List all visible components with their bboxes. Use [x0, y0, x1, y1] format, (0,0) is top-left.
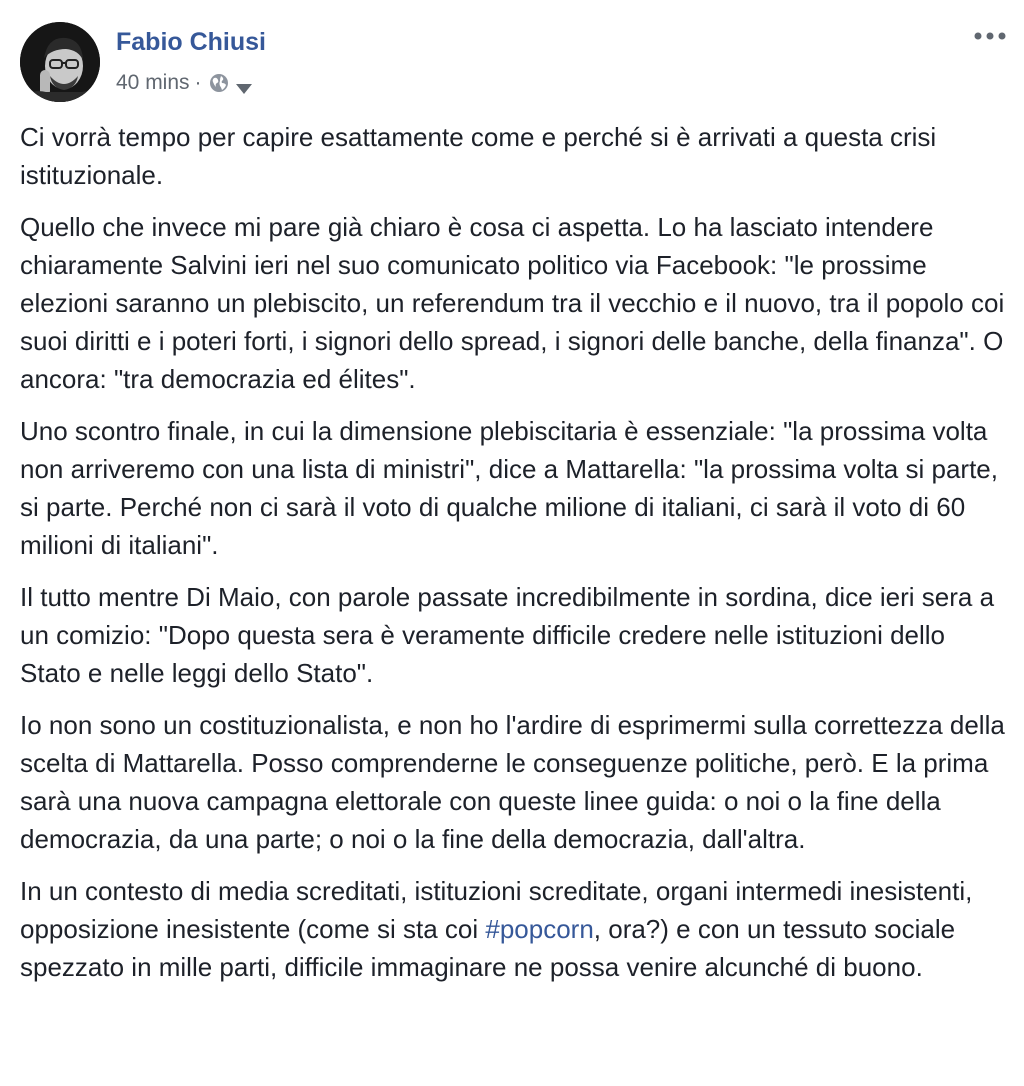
globe-icon[interactable] [209, 73, 229, 93]
post-paragraph: Il tutto mentre Di Maio, con parole passate incredibilmente in sordina, dice ieri sera a un comizio: "Dopo questa sera è veramente difficile credere nelle istituzioni dello Stato e nelle leggi dello Stato". [20, 582, 995, 688]
paragraph-text: , ora?) e con un tessuto sociale spezzato in mille parti, difficile immaginare ne possa venire alcunché di buono. [20, 914, 956, 982]
post-header [20, 22, 1010, 106]
timestamp[interactable]: 40 mins [116, 71, 190, 94]
meta-separator: · [194, 71, 202, 94]
paragraph-text: In un contesto di media screditati, istituzioni screditate, organi intermedi inesistenti, opposizione inesistente (come si sta coi [20, 876, 973, 944]
chevron-down-icon[interactable] [235, 77, 253, 89]
post-paragraph: Ci vorrà tempo per capire esattamente come e perché si è arrivati a questa crisi istituzionale. [20, 122, 937, 190]
avatar-photo [20, 22, 100, 102]
post-paragraph-last [20, 872, 1010, 986]
avatar[interactable] [20, 22, 100, 102]
more-options-icon[interactable] [972, 24, 1008, 48]
author-name[interactable]: Fabio Chiusi [116, 28, 266, 56]
post-meta [116, 70, 253, 96]
post-text [20, 118, 1010, 1000]
post-paragraph: Io non sono un costituzionalista, e non ho l'ardire di esprimermi sulla correttezza della scelta di Mattarella. Posso comprenderne le conseguenze politiche, però. E la prima sarà una nuova campagna elettorale con queste linee guida: o noi o la fine della democrazia, da una parte; o noi o la fine della democrazia, dall'altra. [20, 710, 1005, 854]
post-paragraph: Uno scontro finale, in cui la dimensione plebiscitaria è essenziale: "la prossima volta non arriveremo con una lista di ministri", dice a Mattarella: "la prossima volta si parte, si parte. Perché non ci sarà il voto di qualche milione di italiani, ci sarà il voto di 60 milioni di italiani". [20, 416, 998, 560]
hashtag-link[interactable]: #popcorn [485, 914, 594, 944]
post-paragraph: Quello che invece mi pare già chiaro è cosa ci aspetta. Lo ha lasciato intendere chiaramente Salvini ieri nel suo comunicato politico via Facebook: "le prossime elezioni saranno un plebiscito, un referendum tra il vecchio e il nuovo, tra il popolo coi suoi diritti e i poteri forti, i signori dello spread, i signori delle banche, della finanza". O ancora: "tra democrazia ed élites". [20, 212, 1005, 394]
